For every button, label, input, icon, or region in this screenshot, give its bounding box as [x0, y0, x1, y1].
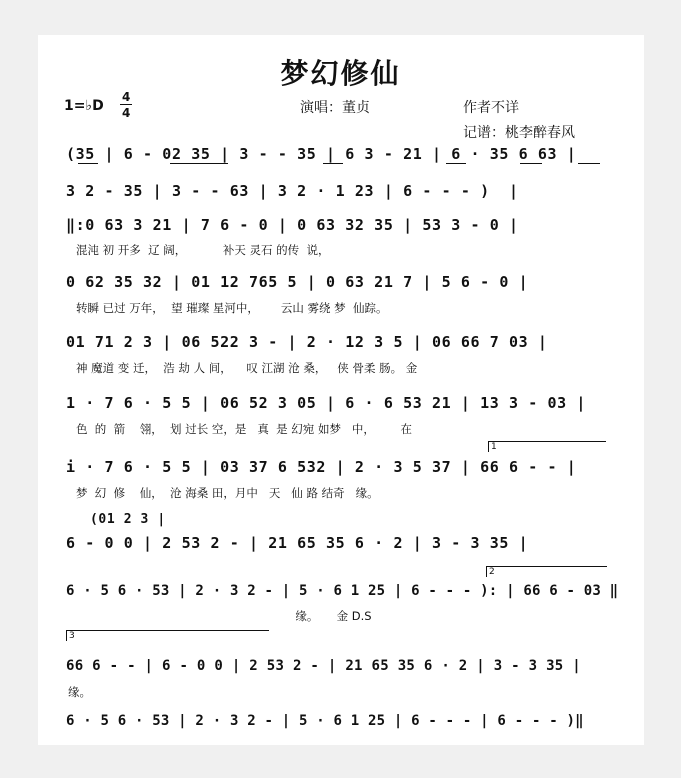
stave-notes: 6 · 5 6 · 53 | 2 · 3 2 - | 5 · 6 1 25 | 6 - - - | 6 - - - )‖ [66, 713, 584, 729]
stave-notes: i · 7 6 · 5 5 | 03 37 6 532 | 2 · 3 5 37 | 66 6 - - | [66, 458, 577, 476]
volta-3: 3 [66, 630, 269, 641]
volta-2: 2 [486, 566, 607, 577]
lyric-line-6: 缘。 金 D.S [76, 609, 372, 623]
lyric-line-7: 缘。 [68, 685, 91, 699]
stave-4 [0, 273, 681, 303]
stave-notes: ‖:0 63 3 21 | 7 6 - 0 | 0 63 32 35 | 53 3 - 0 | [66, 216, 519, 234]
stave-notes: (01 2 3 | [90, 512, 166, 527]
lyric-line-3: 神 魔道 变 迁， 浩 劫 人 间， 叹 江湖 沧 桑， 侠 骨柔 肠。 金 [76, 361, 418, 375]
stave-9 [0, 534, 681, 564]
song-title: 梦幻修仙 [280, 57, 401, 90]
lyric-line-1: 混沌 初 开多 辽 阔， 补天 灵石 的传 说， [76, 243, 330, 257]
lyric-line-4: 色 的 箭 翎， 划 过长 空，是 真 是 幻宛 如梦 中， 在 [76, 422, 413, 436]
time-signature-line [120, 104, 132, 105]
time-signature-bottom: 4 [122, 106, 131, 120]
stave-7 [0, 458, 681, 488]
stave-notes: 6 - 0 0 | 2 53 2 - | 21 65 35 6 · 2 | 3 - 3 35 | [66, 534, 529, 552]
stave-1 [0, 145, 681, 175]
stave-12 [0, 713, 681, 743]
lyric-line-2: 转瞬 已过 万年， 望 璀璨 星河中， 云山 雾绕 梦 仙踪。 [76, 301, 388, 315]
stave-notes: 6 · 5 6 · 53 | 2 · 3 2 - | 5 · 6 1 25 | 6 - - - ): | 66 6 - 03 ‖ [66, 583, 619, 599]
beam [578, 163, 600, 164]
stave-notes: 0 62 35 32 | 01 12 765 5 | 0 63 21 7 | 5 6 - 0 | [66, 273, 529, 291]
stave-5 [0, 333, 681, 363]
lyric-line-5: 梦 幻 修 仙， 沧 海桑 田，月中 天 仙 路 结奇 缘。 [76, 486, 379, 500]
volta-1: 1 [488, 441, 606, 452]
singer: 演唱：董贞 [300, 100, 370, 116]
time-signature-top: 4 [122, 90, 131, 104]
stave-2 [0, 182, 681, 212]
stave-6 [0, 394, 681, 424]
stave-11 [0, 658, 681, 688]
beam [446, 163, 466, 164]
stave-notes: 01 71 2 3 | 06 522 3 - | 2 · 12 3 5 | 06 66 7 03 | [66, 333, 548, 351]
beam [323, 163, 343, 164]
beam [78, 163, 98, 164]
beam [520, 163, 542, 164]
stave-notes: 3 2 - 35 | 3 - - 63 | 3 2 · 1 23 | 6 - - - ) | [66, 182, 519, 200]
stave-notes: 1 · 7 6 · 5 5 | 06 52 3 05 | 6 · 6 53 21 | 13 3 - 03 | [66, 394, 587, 412]
key-signature: 1=♭D [64, 98, 104, 114]
transcriber: 记谱：桃李醉春风 [463, 125, 575, 141]
composer: 作者不详 [463, 100, 519, 116]
beam [170, 163, 228, 164]
stave-notes: (35 | 6 - 02 35 | 3 - - 35 | 6 3 - 21 | 6 · 35 6 63 | [66, 145, 577, 163]
stave-notes: 66 6 - - | 6 - 0 0 | 2 53 2 - | 21 65 35 6 · 2 | 3 - 3 35 | [66, 658, 581, 674]
